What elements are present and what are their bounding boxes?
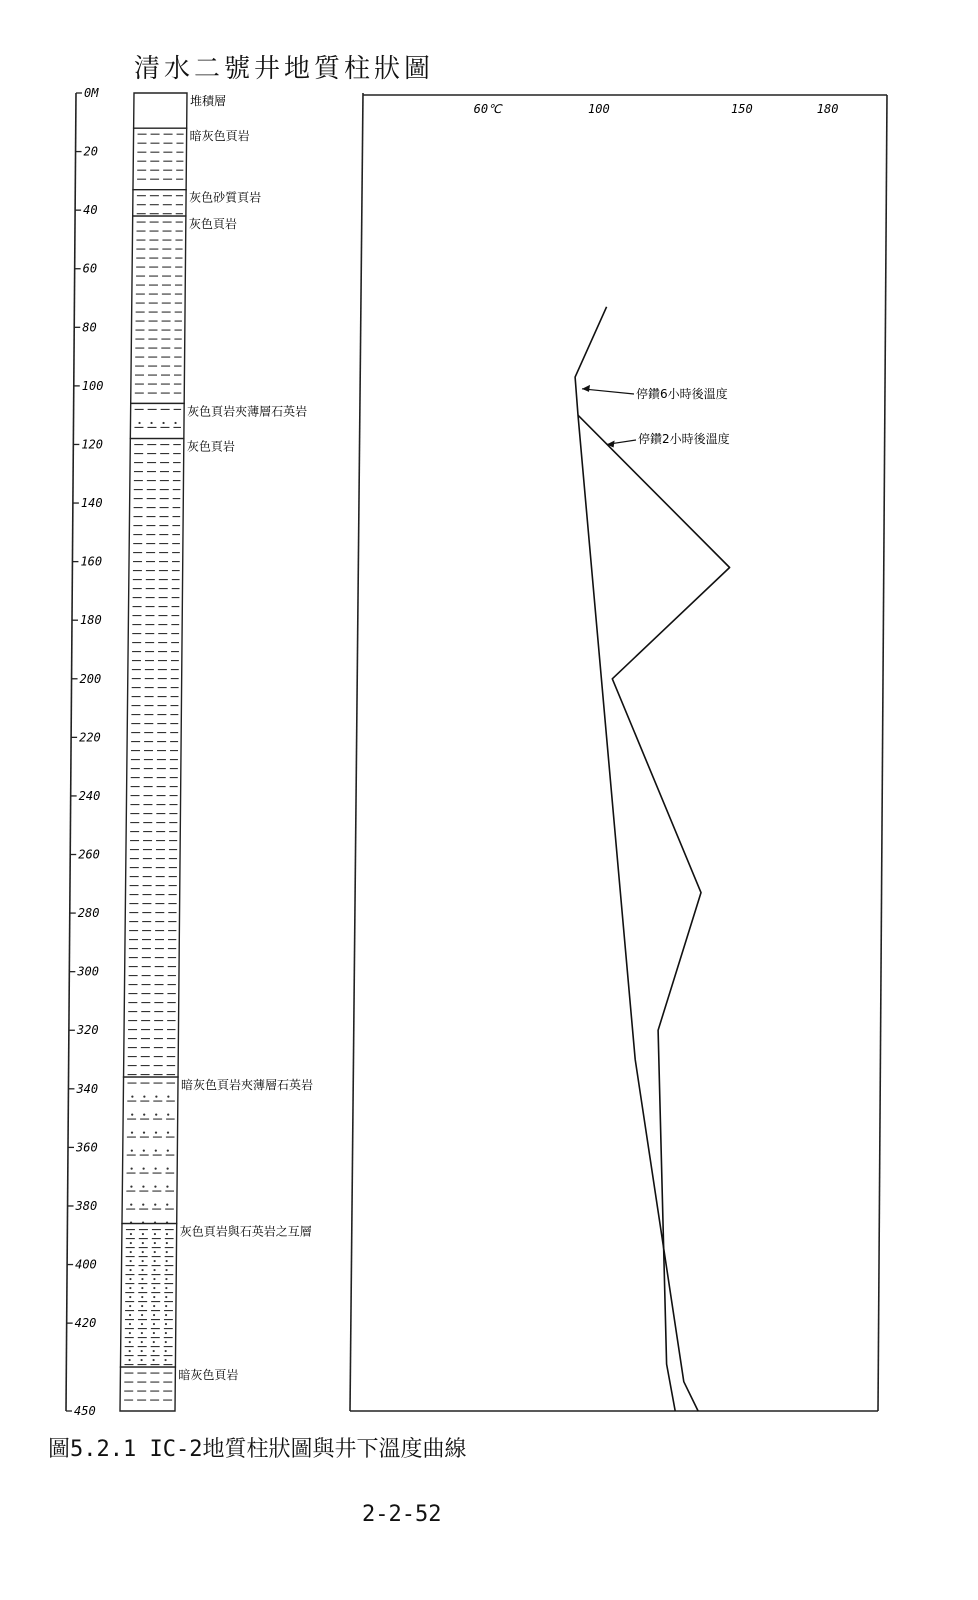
depth-tick-label: 340 [76, 1081, 99, 1096]
lithology-label: 灰色頁岩 [188, 217, 237, 232]
lithology-label: 暗灰色頁岩 [178, 1368, 239, 1383]
lithology-label: 暗灰色頁岩 [189, 129, 250, 144]
lithology-unit [122, 1077, 178, 1224]
depth-tick-label: 280 [77, 906, 100, 921]
depth-tick-label: 220 [79, 730, 101, 745]
depth-tick-label: 180 [80, 613, 102, 628]
depth-tick-label: 380 [75, 1198, 98, 1213]
depth-tick-label: 100 [81, 378, 104, 393]
depth-axis-line [66, 93, 76, 1411]
depth-tick-label: 420 [74, 1316, 97, 1331]
depth-tick-label: 450 [74, 1404, 96, 1418]
lithology-unit [131, 216, 186, 403]
annotation-arrowhead [607, 440, 615, 447]
lithology-unit [133, 190, 186, 216]
lithology-unit [134, 93, 187, 128]
lithology-unit [130, 403, 184, 442]
figure-caption: 圖5.2.1 IC-2地質柱狀圖與井下溫度曲線 [48, 1437, 467, 1462]
lithology-label: 灰色砂質頁岩 [189, 190, 262, 205]
depth-tick-label: 80 [82, 320, 97, 335]
depth-tick-label: 120 [81, 437, 104, 452]
lithology-label: 灰色頁岩 [186, 439, 235, 454]
depth-tick-label: 400 [75, 1257, 97, 1272]
depth-tick-label: 200 [79, 671, 102, 686]
depth-tick-label: 140 [80, 496, 103, 511]
annotation-arrowhead [582, 385, 590, 392]
temperature-tick-label: 60℃ [473, 102, 502, 116]
lithology-unit [120, 1367, 175, 1411]
lithology-label: 堆積層 [190, 94, 227, 108]
page-number: 2-2-52 [362, 1502, 442, 1527]
depth-tick-label: 320 [76, 1023, 99, 1038]
temperature-tick-label: 150 [731, 102, 753, 116]
temperature-curve-6h [575, 307, 698, 1411]
chart-divider-line [350, 93, 363, 1411]
series-label: 停鑽2小時後溫度 [638, 432, 730, 446]
lithology-unit [124, 439, 184, 1077]
depth-tick-label: 0M [84, 86, 99, 100]
series-label: 停鑽6小時後溫度 [636, 387, 728, 401]
depth-tick-label: 300 [77, 964, 100, 979]
lithology-label: 灰色頁岩夾薄層石英岩 [187, 404, 308, 419]
page-title: 清水二號井地質柱狀圖 [134, 54, 435, 84]
depth-tick-label: 20 [83, 144, 99, 159]
temperature-tick-label: 100 [588, 102, 610, 116]
temperature-tick-label: 180 [816, 102, 839, 116]
depth-tick-label: 360 [76, 1140, 98, 1155]
depth-tick-label: 260 [78, 847, 100, 862]
depth-tick-label: 240 [78, 788, 101, 803]
lithology-label: 暗灰色頁岩夾薄層石英岩 [181, 1078, 314, 1093]
temperature-curve-2h [578, 415, 730, 1411]
chart-right-border [878, 95, 887, 1411]
annotation-leader-line [582, 389, 634, 394]
lithology-unit [120, 1224, 176, 1371]
depth-tick-label: 60 [82, 261, 98, 276]
lithology-label: 灰色頁岩與石英岩之互層 [179, 1224, 312, 1239]
depth-tick-label: 40 [83, 203, 98, 218]
depth-tick-label: 160 [80, 554, 103, 569]
lithology-unit [133, 128, 187, 190]
